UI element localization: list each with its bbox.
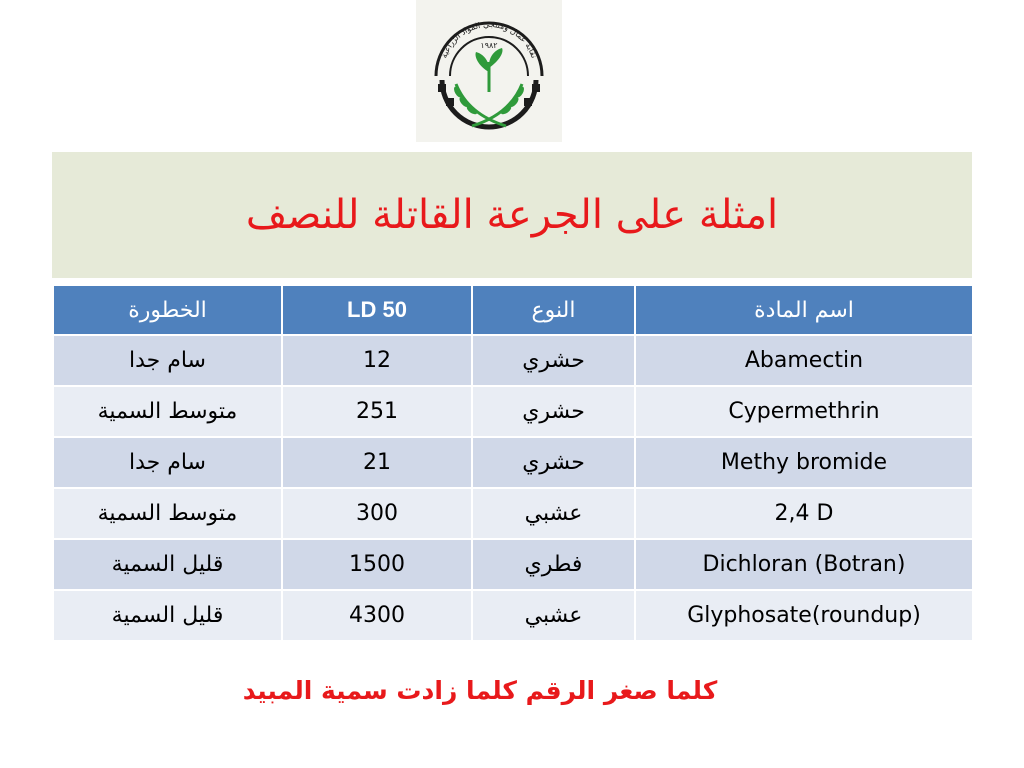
cell-type: عشبي xyxy=(472,488,635,539)
ld50-table xyxy=(52,284,974,642)
table-row xyxy=(53,386,973,437)
cell-name: Dichloran (Botran) xyxy=(635,539,973,590)
logo-year-text: ١٩٨٢ xyxy=(480,41,498,50)
slide-title: امثلة على الجرعة القاتلة للنصف xyxy=(245,192,779,238)
cell-risk: متوسط السمية xyxy=(53,386,282,437)
cell-ld50: 4300 xyxy=(282,590,472,641)
cell-risk: قليل السمية xyxy=(53,539,282,590)
union-emblem-icon xyxy=(416,0,562,142)
cell-name: Glyphosate(roundup) xyxy=(635,590,973,641)
cell-name: Cypermethrin xyxy=(635,386,973,437)
table-row xyxy=(53,539,973,590)
cell-risk: قليل السمية xyxy=(53,590,282,641)
table-row xyxy=(53,488,973,539)
footer-note: كلما صغر الرقم كلما زادت سمية المبيد xyxy=(242,676,718,705)
cell-ld50: 1500 xyxy=(282,539,472,590)
cell-ld50: 300 xyxy=(282,488,472,539)
cell-name: Methy bromide xyxy=(635,437,973,488)
cell-type: فطري xyxy=(472,539,635,590)
cell-ld50: 21 xyxy=(282,437,472,488)
cell-risk: متوسط السمية xyxy=(53,488,282,539)
table-row xyxy=(53,437,973,488)
cell-risk: سام جدا xyxy=(53,335,282,386)
title-band xyxy=(52,152,972,278)
cell-risk: سام جدا xyxy=(53,437,282,488)
table-row xyxy=(53,335,973,386)
cell-type: حشري xyxy=(472,437,635,488)
cell-ld50: 251 xyxy=(282,386,472,437)
header-name: اسم المادة xyxy=(635,285,973,335)
svg-text:نقابة عمال ومنتجي المواد الزرا xyxy=(439,20,538,59)
cell-name: 2,4 D xyxy=(635,488,973,539)
cell-type: حشري xyxy=(472,386,635,437)
header-type: النوع xyxy=(472,285,635,335)
cell-ld50: 12 xyxy=(282,335,472,386)
cell-type: حشري xyxy=(472,335,635,386)
cell-type: عشبي xyxy=(472,590,635,641)
table-row xyxy=(53,590,973,641)
header-ld50: LD 50 xyxy=(282,285,472,335)
table-header-row xyxy=(53,285,973,335)
logo-arc-text: نقابة عمال ومنتجي المواد الزراعية xyxy=(439,19,539,60)
cell-name: Abamectin xyxy=(635,335,973,386)
header-risk: الخطورة xyxy=(53,285,282,335)
